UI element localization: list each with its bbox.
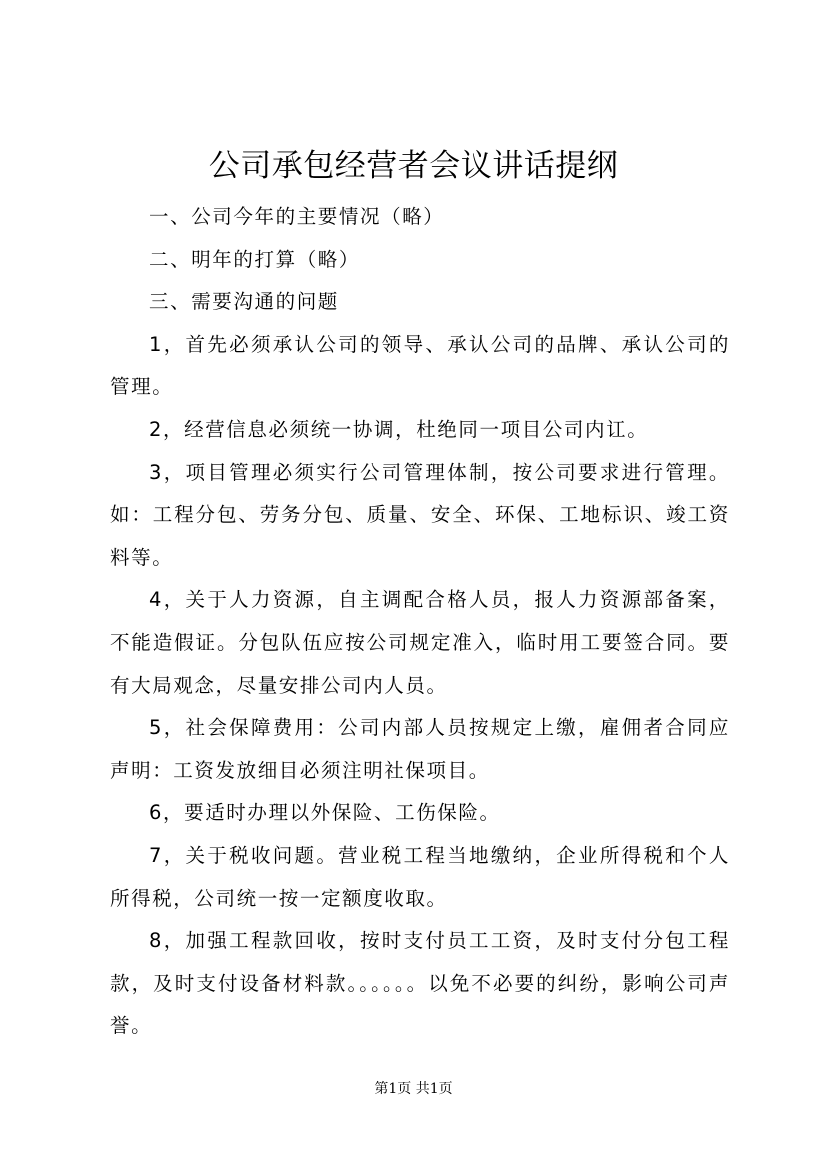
paragraph-item-7: 7，关于税收问题。营业税工程当地缴纳，企业所得税和个人所得税，公司统一按一定额度收取。 (110, 843, 730, 910)
paragraph-section-2: 二、明年的打算（略） (149, 247, 361, 271)
paragraph-item-4: 4，关于人力资源，自主调配合格人员，报人力资源部备案，不能造假证。分包队伍应按公司规定准入，临时用工要签合同。要有大局观念，尽量安排公司内人员。 (110, 588, 730, 697)
paragraph-item-3: 3，项目管理必须实行公司管理体制，按公司要求进行管理。如：工程分包、劳务分包、质量、安全、环保、工地标识、竣工资料等。 (110, 460, 730, 569)
paragraph-item-8: 8，加强工程款回收，按时支付员工工资，及时支付分包工程款，及时支付设备材料款。。。。。。以免不必要的纠纷，影响公司声誉。 (110, 929, 730, 1038)
document-title: 公司承包经营者会议讲话提纲 (208, 148, 619, 184)
paragraph-section-3: 三、需要沟通的问题 (149, 290, 339, 314)
paragraph-item-5: 5，社会保障费用：公司内部人员按规定上缴，雇佣者合同应声明：工资发放细目必须注明社保项目。 (110, 716, 730, 782)
paragraph-item-1: 1，首先必须承认公司的领导、承认公司的品牌、承认公司的管理。 (110, 332, 730, 399)
paragraph-item-6: 6，要适时办理以外保险、工伤保险。 (149, 801, 501, 825)
document-body (110, 196, 730, 1048)
paragraph-item-2: 2，经营信息必须统一协调，杜绝同一项目公司内讧。 (149, 417, 649, 441)
page-number-footer: 第1页 共1页 (374, 1081, 453, 1097)
paragraph-section-1: 一、公司今年的主要情况（略） (149, 205, 445, 228)
